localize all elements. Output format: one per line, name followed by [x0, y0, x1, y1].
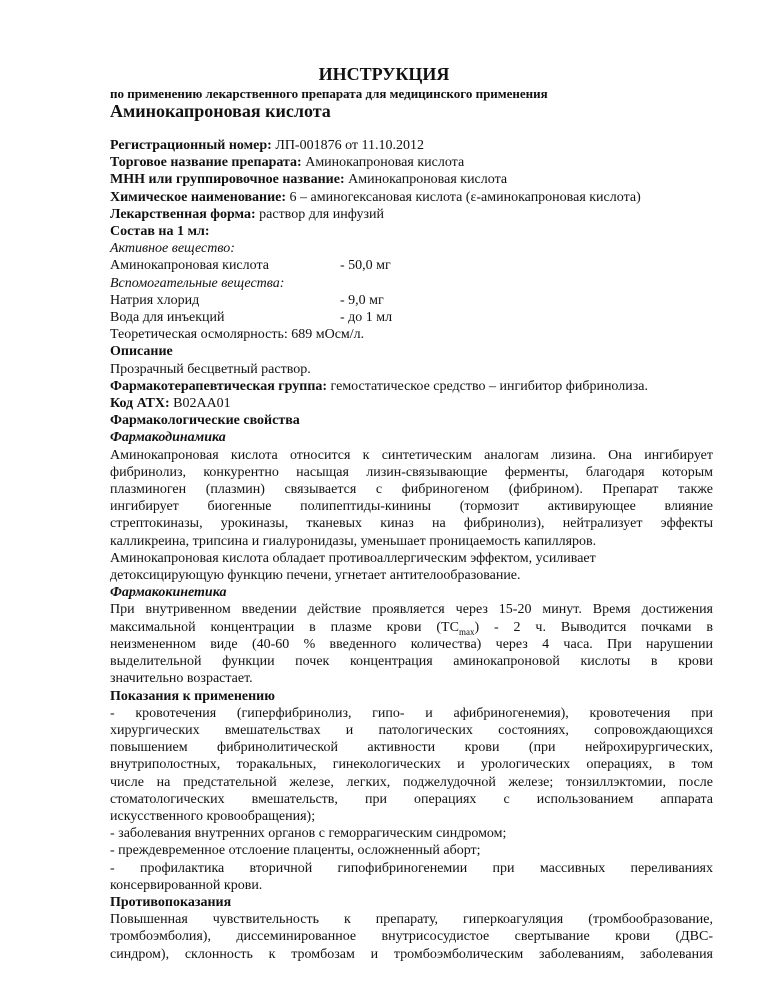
paragraph-line: тромбоэмболия), диссеминированное внутрисосудистое свертывание крови (ДВС-	[110, 929, 713, 945]
document-subtitle: по применению лекарственного препарата для медицинского применения	[110, 86, 548, 101]
paragraph-line: Аминокапроновая кислота относится к синтетическим аналогам лизина. Она ингибирует	[110, 447, 713, 463]
paragraph-line: фибринолиз, конкурентно насыщая лизин-связывающие ферменты, благодаря которым	[110, 464, 713, 480]
active-substance-heading: Активное вещество:	[110, 241, 235, 257]
pharmacotherapeutic-group: Фармакотерапевтическая группа: гемостатическое средство – ингибитор фибринолиза.	[110, 378, 648, 394]
paragraph-line: хирургических вмешательствах и патологических состояниях, сопровождающихся	[110, 722, 713, 738]
paragraph-line: Повышенная чувствительность к препарату, гиперкоагуляция (тромбообразование,	[110, 912, 713, 928]
paragraph-line: калликреина, трипсина и гиалуронидазы, уменьшает проницаемость капилляров.	[110, 533, 597, 549]
atc-code: Код АТХ: B02AA01	[110, 396, 231, 412]
paragraph-line: - преждевременное отслоение плаценты, осложненный аборт;	[110, 843, 481, 859]
description-text: Прозрачный бесцветный раствор.	[110, 361, 311, 377]
paragraph-line: числе на предстательной железе, легких, поджелудочной железе; тонзиллэктомии, после	[110, 774, 713, 790]
paragraph-line: консервированной крови.	[110, 877, 263, 893]
paragraph-line: стрептокиназы, урокиназы, тканевых киназ на фибринолиз), нейтрализует эффекты	[110, 516, 713, 532]
excipients-heading: Вспомогательные вещества:	[110, 275, 285, 291]
paragraph-line: - кровотечения (гиперфибринолиз, гипо- и афибриногенемия), кровотечения при	[110, 705, 713, 721]
paragraph-line: Аминокапроновая кислота обладает противоаллергическим эффектом, усиливает	[110, 550, 596, 566]
paragraph-line: синдром), склонность к тромбозам и тромбоэмболическим заболеваниям, заболевания	[110, 946, 713, 962]
pharmacodynamics-heading: Фармакодинамика	[110, 430, 226, 446]
paragraph-line: плазминоген (плазмин) связывается с фибриногеном (фибрином). Препарат также	[110, 482, 713, 498]
paragraph-line: детоксицирующую функцию печени, угнетает антителообразование.	[110, 568, 521, 584]
trade-name: Торговое название препарата: Аминокапроновая кислота	[110, 155, 465, 171]
paragraph-line: - заболевания внутренних органов с геморрагическим синдромом;	[110, 826, 507, 842]
osmolarity: Теоретическая осмолярность: 689 мОсм/л.	[110, 327, 365, 343]
paragraph-line: неизмененном виде (40-60 % введенного количества) через 4 часа. При нарушении	[110, 636, 713, 652]
composition-heading: Состав на 1 мл:	[110, 224, 210, 240]
paragraph-line: стоматологических вмешательств, при операциях с использованием аппарата	[110, 791, 713, 807]
chemical-name: Химическое наименование: 6 – аминогексановая кислота (ε-аминокапроновая кислота)	[110, 189, 641, 205]
registration-number: Регистрационный номер: ЛП-001876 от 11.10.2012	[110, 138, 425, 153]
composition-row: Натрия хлорид - 9,0 мг	[110, 292, 384, 308]
paragraph-line: искусственного кровообращения);	[110, 808, 316, 824]
paragraph-line: - профилактика вторичной гипофибриногенемии при массивных переливаниях	[110, 860, 713, 876]
pharmacological-properties-heading: Фармакологические свойства	[110, 413, 300, 429]
drug-name-heading: Аминокапроновая кислота	[110, 101, 331, 121]
inn-name: МНН или группировочное название: Аминокапроновая кислота	[110, 172, 508, 188]
paragraph-line: ингибирует биогенные полипептиды-кинины (тормозит активирующее влияние	[110, 499, 713, 515]
pharmacokinetics-heading: Фармакокинетика	[110, 585, 227, 601]
contraindications-heading: Противопоказания	[110, 894, 232, 910]
indications-heading: Показания к применению	[110, 688, 275, 704]
dosage-form: Лекарственная форма: раствор для инфузий	[110, 206, 384, 222]
paragraph-line: При внутривенном введении действие проявляется через 15-20 минут. Время достижения	[110, 602, 713, 618]
paragraph-line: максимальной концентрации в плазме крови $(TC_{max}) - 2$ ч. Выводится почками в	[110, 619, 713, 637]
description-heading: Описание	[110, 344, 173, 360]
document-title: ИНСТРУКЦИЯ	[318, 64, 450, 84]
composition-row: Вода для инъекций - до 1 мл	[110, 310, 393, 326]
paragraph-line: выделительной функции почек концентрация аминокапроновой кислоты в крови	[110, 654, 713, 670]
paragraph-line: повышением фибринолитической активности крови (при нейрохирургических,	[110, 740, 713, 756]
paragraph-line: значительно возрастает.	[110, 671, 253, 687]
document-body	[110, 137, 713, 963]
composition-row: Аминокапроновая кислота - 50,0 мг	[110, 258, 391, 274]
paragraph-line: внутриполостных, торакальных, гинекологических и урологических операциях, в том	[110, 757, 713, 773]
